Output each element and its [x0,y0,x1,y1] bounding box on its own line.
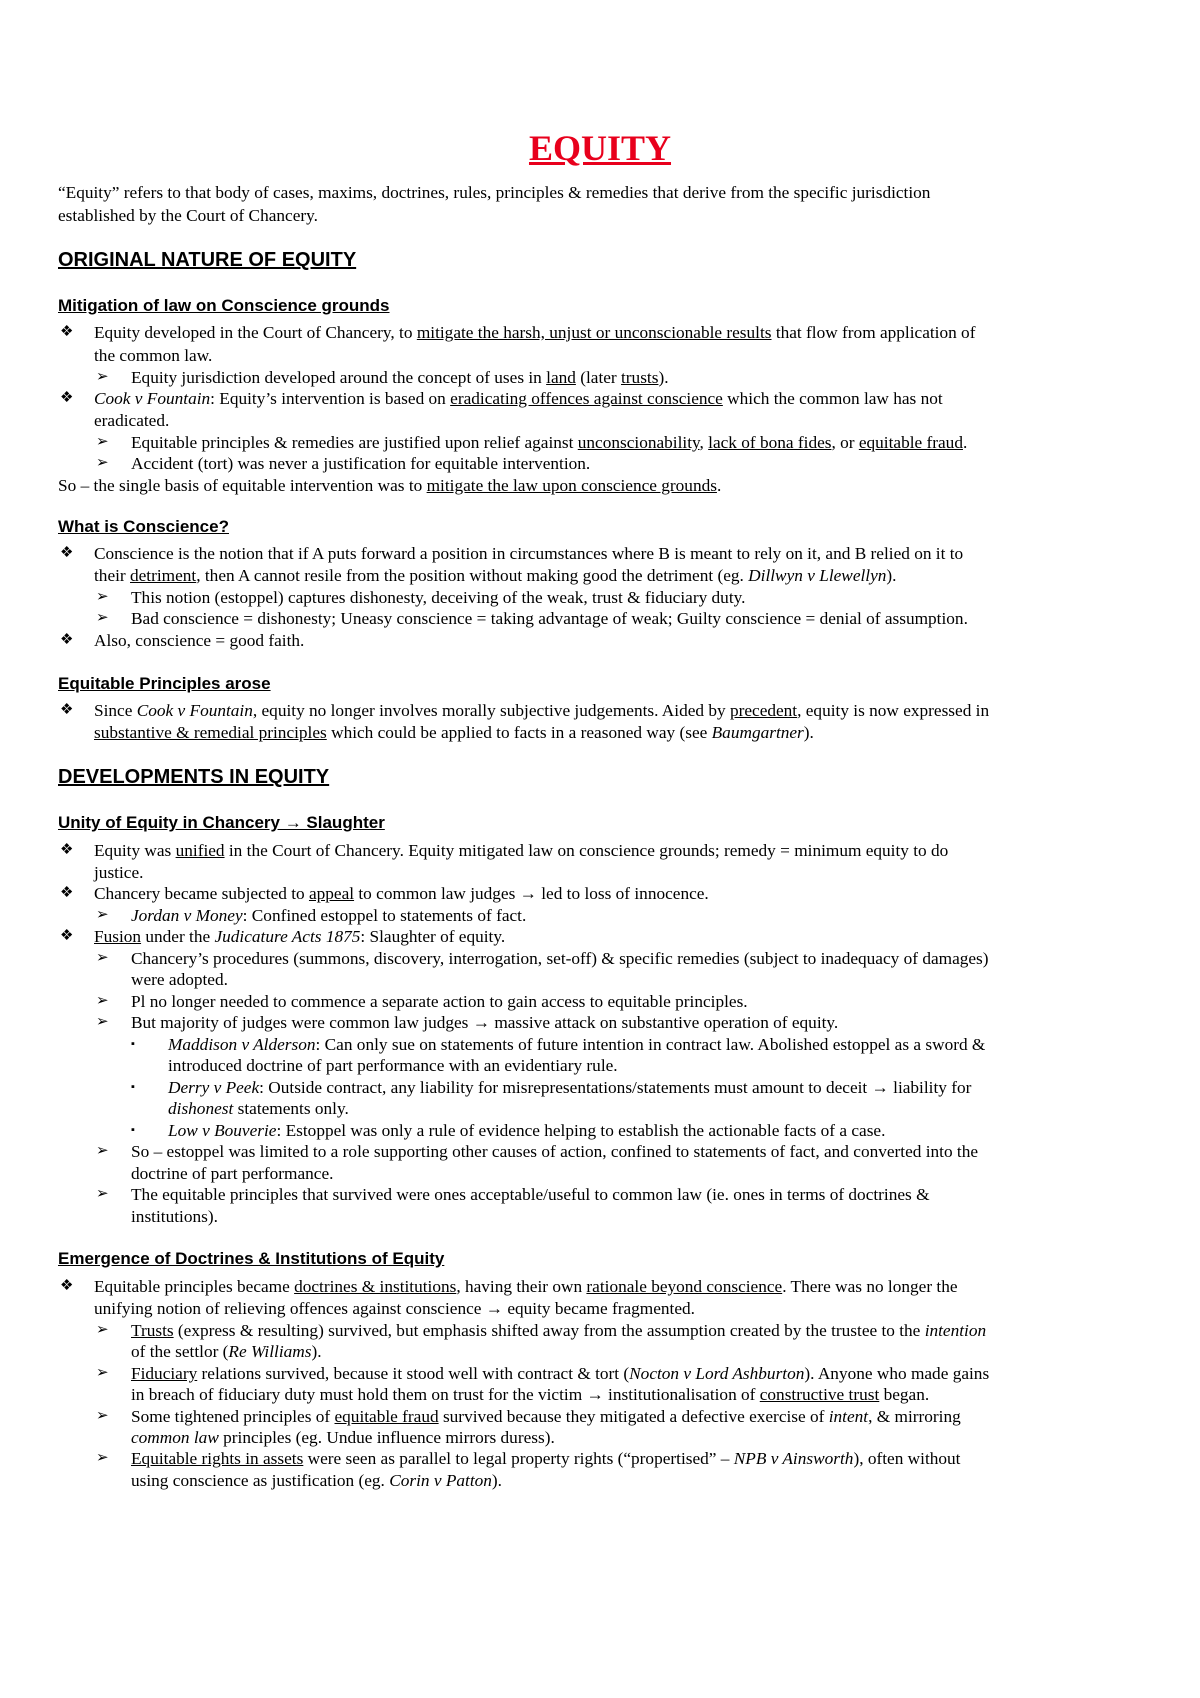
page-title: EQUITY [528,128,672,168]
subheading-equitable-principles: Equitable Principles arose [58,674,271,693]
intro-line-1: “Equity” refers to that body of cases, maxims, doctrines, rules, principles & remedies that derive from the specific jurisdiction [58,183,931,202]
paragraph-line: But majority of judges were common law judges → massive attack on substantive operation of equity. [131,1013,839,1032]
paragraph-line: Cook v Fountain: Equity’s intervention is based on eradicating offences against conscience which the common law has not [94,389,943,408]
arrow-bullet-icon: ➢ [96,589,109,605]
arrow-bullet-icon: ➢ [96,1365,109,1381]
section-heading-developments: DEVELOPMENTS IN EQUITY [58,766,330,788]
section-heading-original-nature: ORIGINAL NATURE OF EQUITY [58,249,357,271]
subheading-emergence-of-doctrines: Emergence of Doctrines & Institutions of Equity [58,1249,445,1268]
subheading-mitigation: Mitigation of law on Conscience grounds [58,296,390,315]
arrow-bullet-icon: ➢ [96,907,109,923]
paragraph-line: Accident (tort) was never a justification for equitable intervention. [131,454,591,473]
paragraph-line: the common law. [94,346,213,365]
paragraph-line: So – the single basis of equitable intervention was to mitigate the law upon conscience grounds. [58,476,722,495]
square-bullet-icon: ▪ [131,1081,135,1093]
arrow-bullet-icon: ➢ [96,1408,109,1424]
paragraph-line: Pl no longer needed to commence a separate action to gain access to equitable principles. [131,992,748,1011]
paragraph-line: their detriment, then A cannot resile from the position without making good the detriment (eg. Dillwyn v Llewellyn). [94,566,897,585]
paragraph-line: of the settlor (Re Williams). [131,1342,322,1361]
paragraph-line: Derry v Peek: Outside contract, any liability for misrepresentations/statements must amount to deceit → liability for [168,1078,972,1097]
diamond-bullet-icon: ❖ [60,842,74,858]
arrow-bullet-icon: ➢ [96,610,109,626]
paragraph-line: Some tightened principles of equitable fraud survived because they mitigated a defective exercise of intent, & mirroring [131,1407,961,1426]
paragraph-line: So – estoppel was limited to a role supporting other causes of action, confined to statements of fact, and converted into the [131,1142,979,1161]
paragraph-line: Chancery’s procedures (summons, discovery, interrogation, set-off) & specific remedies (subject to inadequacy of damages) [131,949,989,968]
arrow-bullet-icon: ➢ [96,369,109,385]
diamond-bullet-icon: ❖ [60,632,74,648]
paragraph-line: Conscience is the notion that if A puts forward a position in circumstances where B is meant to rely on it, and B relied on it to [94,544,964,563]
paragraph-line: justice. [94,863,144,882]
arrow-bullet-icon: ➢ [96,1322,109,1338]
paragraph-line: unifying notion of relieving offences against conscience → equity became fragmented. [94,1299,695,1318]
paragraph-line: Equitable principles became doctrines & institutions, having their own rationale beyond conscience. There was no longer the [94,1277,958,1296]
diamond-bullet-icon: ❖ [60,702,74,718]
square-bullet-icon: ▪ [131,1038,135,1050]
paragraph-line: substantive & remedial principles which could be applied to facts in a reasoned way (see Baumgartner). [94,723,814,742]
paragraph-line: Equity was unified in the Court of Chancery. Equity mitigated law on conscience grounds; remedy = minimum equity to do [94,841,949,860]
paragraph-line: This notion (estoppel) captures dishonesty, deceiving of the weak, trust & fiduciary duty. [131,588,746,607]
arrow-bullet-icon: ➢ [96,993,109,1009]
paragraph-line: Trusts (express & resulting) survived, but emphasis shifted away from the assumption created by the trustee to the intention [131,1321,987,1340]
arrow-bullet-icon: ➢ [96,434,109,450]
paragraph-line: institutions). [131,1207,218,1226]
paragraph-line: doctrine of part performance. [131,1164,334,1183]
intro-line-2: established by the Court of Chancery. [58,206,318,225]
arrow-bullet-icon: ➢ [96,1450,109,1466]
paragraph-line: Jordan v Money: Confined estoppel to statements of fact. [131,906,527,925]
diamond-bullet-icon: ❖ [60,390,74,406]
paragraph-line: introduced doctrine of part performance with an evidentiary rule. [168,1056,618,1075]
paragraph-line: Also, conscience = good faith. [94,631,305,650]
arrow-bullet-icon: ➢ [96,1186,109,1202]
arrow-bullet-icon: ➢ [96,455,109,471]
arrow-bullet-icon: ➢ [96,950,109,966]
paragraph-line: Equity jurisdiction developed around the concept of uses in land (later trusts). [131,368,669,387]
diamond-bullet-icon: ❖ [60,324,74,340]
paragraph-line: Low v Bouverie: Estoppel was only a rule of evidence helping to establish the actionable facts of a case. [168,1121,886,1140]
square-bullet-icon: ▪ [131,1124,135,1136]
diamond-bullet-icon: ❖ [60,1278,74,1294]
paragraph-line: dishonest statements only. [168,1099,349,1118]
paragraph-line: Bad conscience = dishonesty; Uneasy conscience = taking advantage of weak; Guilty conscience = denial of assumption. [131,609,968,628]
paragraph-line: Equitable rights in assets were seen as parallel to legal property rights (“propertised” – NPB v Ainsworth), often without [131,1449,961,1468]
paragraph-line: The equitable principles that survived were ones acceptable/useful to common law (ie. ones in terms of doctrines & [131,1185,930,1204]
arrow-bullet-icon: ➢ [96,1014,109,1030]
paragraph-line: Maddison v Alderson: Can only sue on statements of future intention in contract law. Abolished estoppel as a sword & [168,1035,986,1054]
paragraph-line: eradicated. [94,411,170,430]
paragraph-line: in breach of fiduciary duty must hold them on trust for the victim → institutionalisation of constructive trust began. [131,1385,930,1404]
paragraph-line: Since Cook v Fountain, equity no longer involves morally subjective judgements. Aided by precedent, equity is now expressed in [94,701,990,720]
paragraph-line: Equitable principles & remedies are justified upon relief against unconscionability, lack of bona fides, or equitable fraud. [131,433,968,452]
diamond-bullet-icon: ❖ [60,885,74,901]
subheading-what-is-conscience: What is Conscience? [58,517,229,536]
paragraph-line: Fiduciary relations survived, because it stood well with contract & tort (Nocton v Lord Ashburton). Anyone who made gains [131,1364,990,1383]
paragraph-line: Fusion under the Judicature Acts 1875: Slaughter of equity. [94,927,506,946]
paragraph-line: Chancery became subjected to appeal to common law judges → led to loss of innocence. [94,884,709,903]
subheading-unity-of-equity: Unity of Equity in Chancery → Slaughter [58,813,385,832]
paragraph-line: Equity developed in the Court of Chancery, to mitigate the harsh, unjust or unconscionable results that flow from application of [94,323,976,342]
paragraph-line: using conscience as justification (eg. Corin v Patton). [131,1471,502,1490]
diamond-bullet-icon: ❖ [60,928,74,944]
diamond-bullet-icon: ❖ [60,545,74,561]
paragraph-line: were adopted. [131,970,228,989]
arrow-bullet-icon: ➢ [96,1143,109,1159]
paragraph-line: common law principles (eg. Undue influence mirrors duress). [131,1428,555,1447]
